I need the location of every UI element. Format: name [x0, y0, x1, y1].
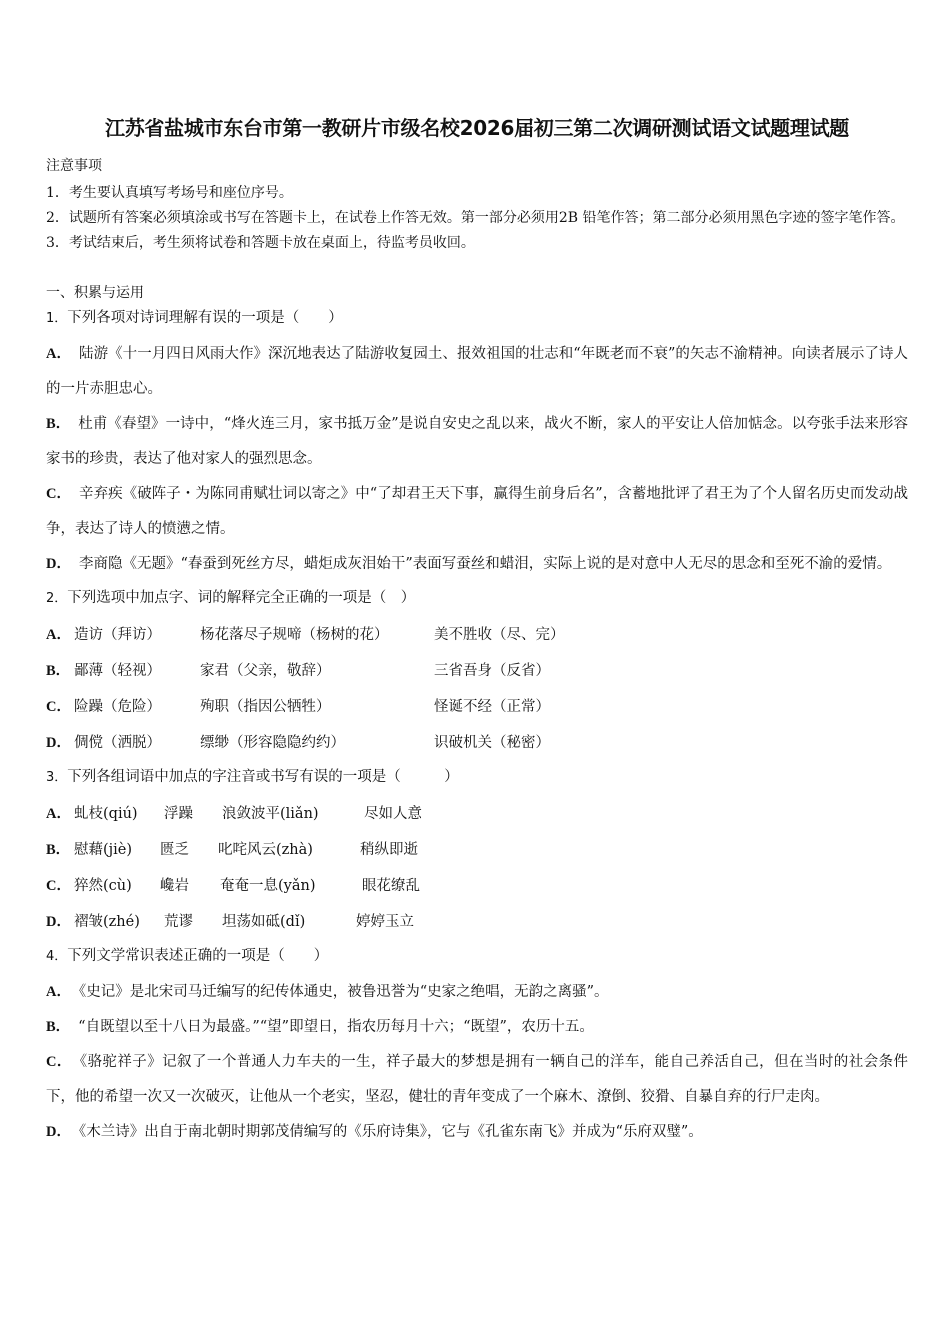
option-item: 倜傥（洒脱） [74, 735, 161, 751]
exam-page [46, 112, 908, 1150]
q2-option-c [46, 689, 908, 725]
q3-option-d [46, 904, 908, 940]
question-number: 4． [46, 949, 68, 964]
option-item: 奄奄一息(yǎn) [220, 878, 316, 894]
option-item: 虬枝(qiú) [74, 806, 138, 822]
option-item: 三省吾身（反省） [434, 663, 550, 679]
option-item: 家君（父亲，敬辞） [200, 663, 331, 679]
option-item: 杨花落尽子规啼（杨树的花） [200, 627, 389, 643]
question-4-stem [46, 944, 908, 969]
option-item: 叱咤风云(zhà) [218, 842, 313, 858]
option-letter: B． [46, 1019, 71, 1035]
q2-option-b [46, 653, 908, 689]
option-letter: A． [46, 806, 71, 822]
option-letter: D． [46, 735, 71, 751]
q4-option-b [46, 1010, 908, 1045]
option-text: 《骆驼祥子》记叙了一个普通人力车夫的一生，祥子最大的梦想是拥有一辆自己的洋车，能自己养活自己，但在当时的社会条件下，他的希望一次又一次破灭，让他从一个老实，坚忍，健壮的青年变成了一个麻木、潦倒、狡猾、自暴自弃的行尸走肉。 [46, 1054, 908, 1105]
option-item: 怪诞不经（正常） [434, 699, 550, 715]
q1-option-d [46, 547, 908, 582]
question-2-stem [46, 586, 908, 611]
option-letter: D． [46, 914, 71, 930]
option-item: 慰藉(jiè) [74, 842, 133, 858]
option-item: 浪敛波平(liǎn) [222, 806, 319, 822]
option-letter: B． [46, 416, 71, 432]
option-letter: B． [46, 842, 71, 858]
option-letter: A． [46, 627, 71, 643]
q4-option-d [46, 1115, 908, 1150]
question-number: 1． [46, 311, 68, 326]
question-3-stem [46, 765, 908, 790]
q1-option-a [46, 337, 908, 407]
option-item: 巉岩 [160, 878, 189, 894]
option-item: 坦荡如砥(dǐ) [222, 914, 306, 930]
option-item: 褶皱(zhé) [74, 914, 140, 930]
notice-item: 2．试题所有答案必须填涂或书写在答题卡上，在试卷上作答无效。第一部分必须用2B 铅笔作答；第二部分必须用黑色字迹的签字笔作答。 [46, 210, 905, 226]
option-item: 眼花缭乱 [362, 878, 420, 894]
option-letter: D． [46, 556, 71, 572]
option-letter: A． [46, 984, 71, 1000]
q4-option-c [46, 1045, 908, 1115]
option-item: 鄙薄（轻视） [74, 663, 161, 679]
question-text: 下列各项对诗词理解有误的一项是（ ） [67, 310, 343, 326]
option-item: 稍纵即逝 [360, 842, 418, 858]
q2-option-d [46, 725, 908, 761]
q1-option-c [46, 477, 908, 547]
option-text: “自既望以至十八日为最盛。”“望”即望日，指农历每月十六；“既望”，农历十五。 [78, 1019, 594, 1035]
question-number: 2． [46, 591, 68, 606]
option-item: 荒谬 [164, 914, 193, 930]
option-item: 缥缈（形容隐隐约约） [200, 735, 345, 751]
option-letter: C． [46, 486, 72, 502]
q3-option-a [46, 796, 908, 832]
question-text: 下列文学常识表述正确的一项是（ ） [67, 948, 329, 964]
option-text: 《史记》是北宋司马迁编写的纪传体通史，被鲁迅誉为“史家之绝唱，无韵之离骚”。 [78, 984, 609, 1000]
page-title: 江苏省盐城市东台市第一教研片市级名校2026届初三第二次调研测试语文试题理试题 [105, 116, 849, 140]
q2-option-a [46, 617, 908, 653]
option-item: 浮躁 [164, 806, 193, 822]
option-text: 辛弃疾《破阵子・为陈同甫赋壮词以寄之》中“了却君王天下事，赢得生前身后名”，含蓄地批评了君王为了个人留名历史而发动战争，表达了诗人的愤懑之情。 [46, 486, 908, 537]
option-letter: B． [46, 663, 71, 679]
q3-option-c [46, 868, 908, 904]
option-item: 尽如人意 [364, 806, 422, 822]
option-letter: C． [46, 699, 71, 715]
option-letter: A． [46, 346, 72, 362]
question-text: 下列各组词语中加点的字注音或书写有误的一项是（ ） [67, 769, 459, 785]
question-1-stem [46, 306, 908, 331]
option-item: 造访（拜访） [74, 627, 161, 643]
notice-item: 3．考试结束后，考生须将试卷和答题卡放在桌面上，待监考员收回。 [46, 235, 475, 251]
option-letter: D． [46, 1124, 71, 1140]
question-number: 3． [46, 770, 68, 785]
notice-item: 1．考生要认真填写考场号和座位序号。 [46, 185, 293, 201]
section-heading: 一、积累与运用 [46, 285, 144, 301]
q4-option-a [46, 975, 908, 1010]
q3-option-b [46, 832, 908, 868]
option-letter: C． [46, 878, 71, 894]
option-item: 险躁（危险） [74, 699, 161, 715]
option-text: 陆游《十一月四日风雨大作》深沉地表达了陆游收复园土、报效祖国的壮志和“年既老而不衰”的矢志不渝精神。向读者展示了诗人的一片赤胆忠心。 [46, 346, 908, 397]
option-text: 杜甫《春望》一诗中，“烽火连三月，家书抵万金”是说自安史之乱以来，战火不断，家人的平安让人倍加惦念。以夸张手法来形容家书的珍贵，表达了他对家人的强烈思念。 [46, 416, 909, 467]
notice-heading: 注意事项 [46, 158, 102, 174]
question-text: 下列选项中加点字、词的解释完全正确的一项是（ ） [67, 590, 416, 606]
q1-option-b [46, 407, 908, 477]
option-letter: C． [46, 1054, 72, 1070]
option-item: 匮乏 [160, 842, 189, 858]
option-text: 李商隐《无题》“春蚕到死丝方尽，蜡炬成灰泪始干”表面写蚕丝和蜡泪，实际上说的是对意中人无尽的思念和至死不渝的爱情。 [78, 556, 892, 572]
option-text: 《木兰诗》出自于南北朝时期郭茂倩编写的《乐府诗集》，它与《孔雀东南飞》并成为“乐府双璧”。 [78, 1124, 703, 1140]
option-item: 美不胜收（尽、完） [434, 627, 565, 643]
option-item: 婷婷玉立 [356, 914, 414, 930]
option-item: 识破机关（秘密） [434, 735, 550, 751]
option-item: 殉职（指因公牺牲） [200, 699, 331, 715]
option-item: 猝然(cù) [74, 878, 132, 894]
